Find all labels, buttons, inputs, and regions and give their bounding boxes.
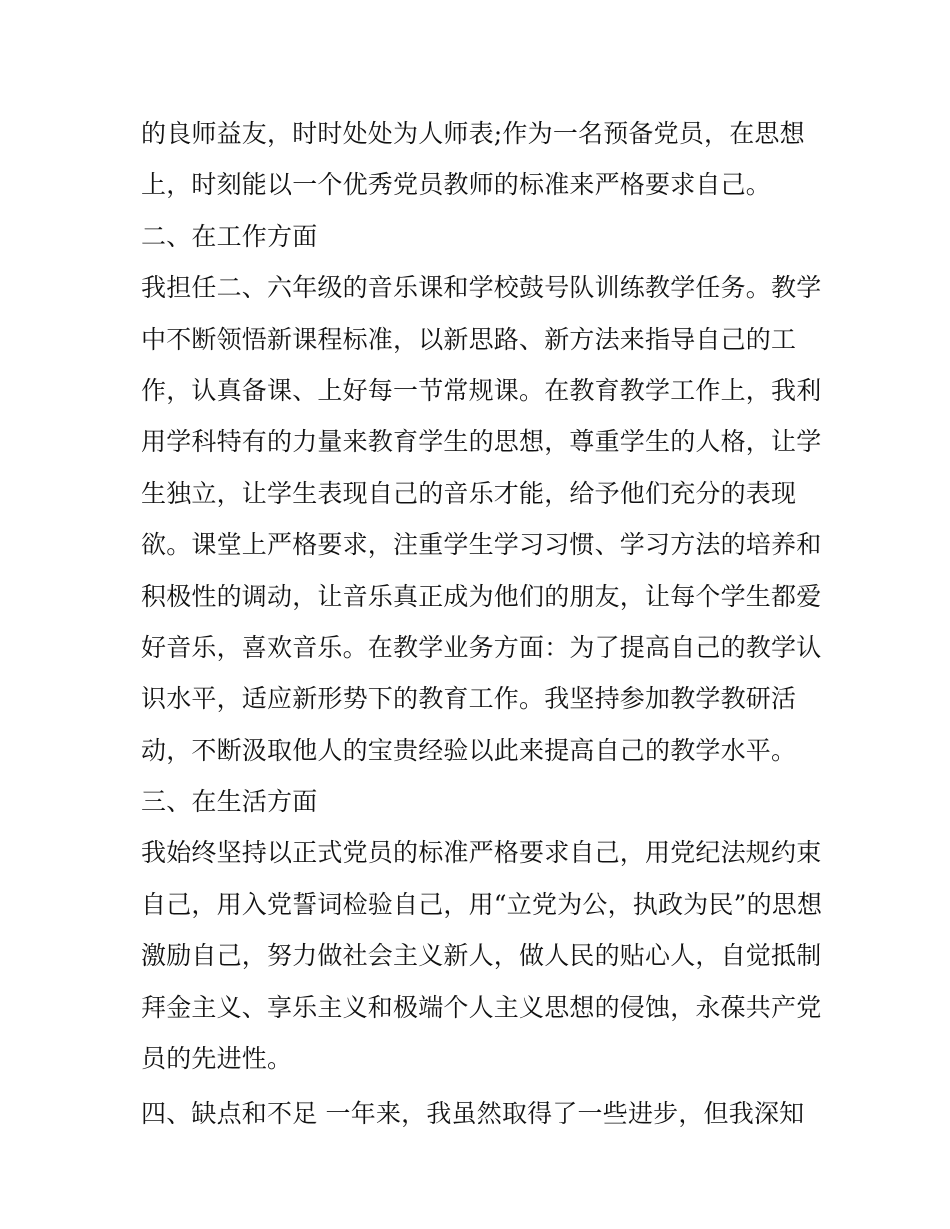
text-line: 的良师益友，时时处处为人师表;作为一名预备党员，在思想 [141, 119, 805, 148]
document-body [141, 108, 821, 1140]
text-line: 好音乐，喜欢音乐。在教学业务方面：为了提高自己的教学认 [141, 632, 822, 662]
text-line: 员的先进性。 [141, 1044, 293, 1074]
text-line: 我担任二、六年级的音乐课和学校鼓号队训练教学任务。教学 [141, 273, 822, 303]
text-line: 用学科特有的力量来教育学生的思想，尊重学生的人格，让学 [141, 427, 822, 457]
text-line: 上，时刻能以一个优秀党员教师的标准来严格要求自己。 [141, 170, 772, 200]
text-line: 拜金主义、享乐主义和极端个人主义思想的侵蚀，永葆共产党 [141, 992, 822, 1022]
text-line: 动，不断汲取他人的宝贵经验以此来提高自己的教学水平。 [141, 735, 797, 765]
text-line: 激励自己，努力做社会主义新人，做人民的贴心人，自觉抵制 [141, 941, 822, 971]
section-heading: 三、在生活方面 [141, 787, 318, 817]
text-line: 作，认真备课、上好每一节常规课。在教育教学工作上，我利 [141, 375, 822, 405]
text-line: 识水平，适应新形势下的教育工作。我坚持参加教学教研活 [141, 684, 797, 714]
text-line: 我始终坚持以正式党员的标准严格要求自己，用党纪法规约束 [141, 838, 822, 868]
text-line: 欲。课堂上严格要求，注重学生学习习惯、学习方法的培养和 [141, 530, 822, 560]
text-line: 生独立，让学生表现自己的音乐才能，给予他们充分的表现 [141, 478, 797, 508]
section-heading: 四、缺点和不足 一年来，我虽然取得了一些进步，但我深知 [141, 1099, 805, 1129]
text-line: 中不断领悟新课程标准，以新思路、新方法来指导自己的工 [141, 324, 797, 354]
text-line: 积极性的调动，让音乐真正成为他们的朋友，让每个学生都爱 [141, 581, 822, 611]
text-line: 自己，用入党誓词检验自己，用“立党为公，执政为民”的思想 [141, 889, 823, 919]
section-heading: 二、在工作方面 [141, 221, 318, 251]
